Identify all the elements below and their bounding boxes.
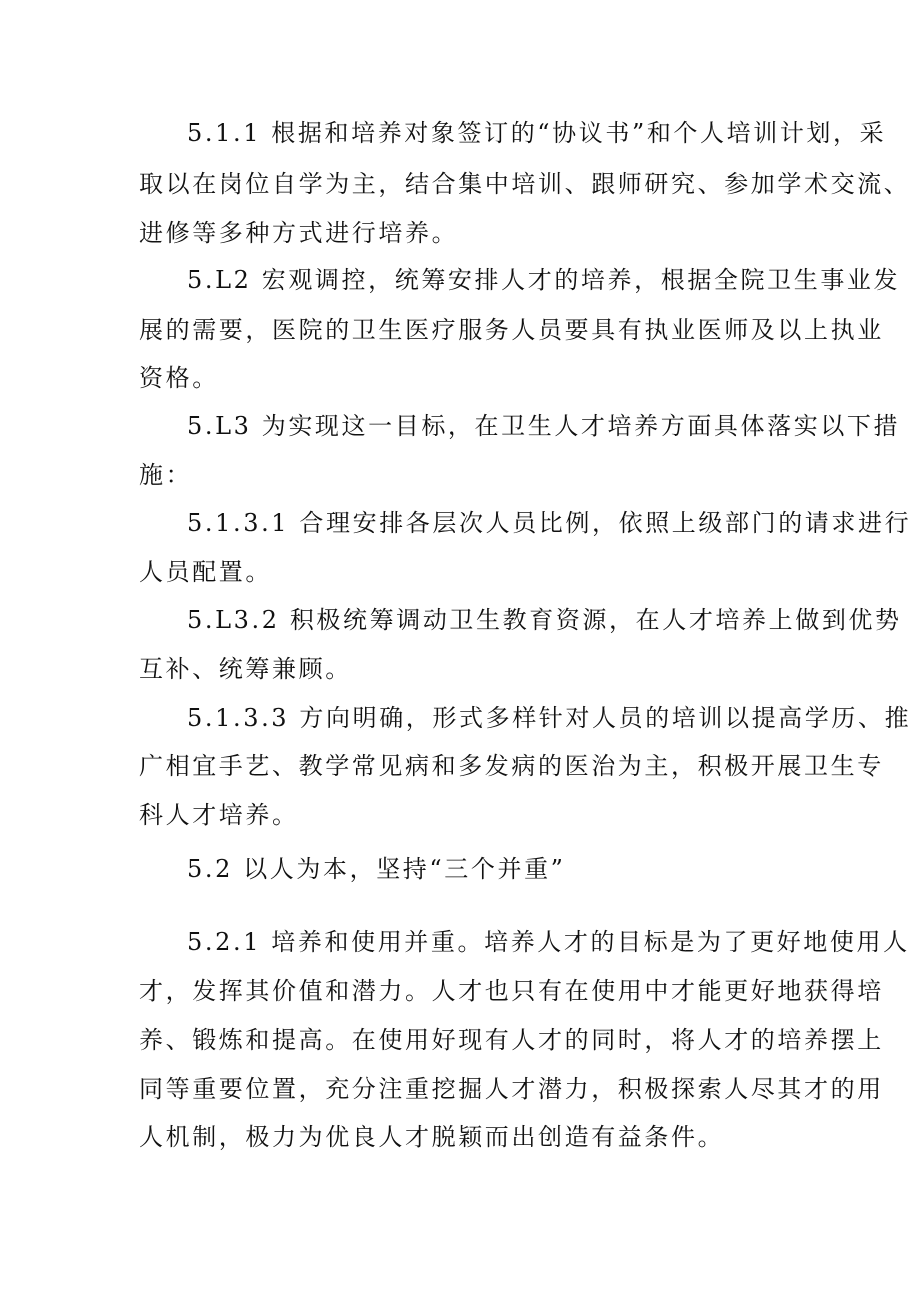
paragraph-5-2-1-line-2: 才，发挥其价值和潜力。人才也只有在使用中才能更好地获得培 [139,977,884,1005]
paragraph-5-2-1-line-5: 人机制，极力为优良人才脱颖而出创造有益条件。 [139,1123,725,1151]
paragraph-5-2-1-line-1: 5.2.1 培养和使用并重。培养人才的目标是为了更好地使用人 [187,928,910,956]
paragraph-5-1-1-line-1: 5.1.1 根据和培养对象签订的“协议书”和个人培训计划，采 [187,119,887,147]
paragraph-5-1-3-3-line-1: 5.1.3.3 方向明确，形式多样针对人员的培训以提高学历、推 [187,704,912,732]
paragraph-5-1-1-line-3: 进修等多种方式进行培养。 [139,219,459,247]
paragraph-5-1-1-line-2: 取以在岗位自学为主，结合集中培训、跟师研究、参加学术交流、 [139,170,911,198]
paragraph-5-1-3-3-line-3: 科人才培养。 [139,801,299,829]
paragraph-5-l3-2-line-2: 互补、统筹兼顾。 [139,655,352,683]
paragraph-5-l3-2-line-1: 5.L3.2 积极统筹调动卫生教育资源，在人才培养上做到优势 [187,606,902,634]
paragraph-5-l3-line-2: 施： [139,461,193,489]
paragraph-5-l3-line-1: 5.L3 为实现这一目标，在卫生人才培养方面具体落实以下措 [187,412,901,440]
paragraph-5-1-3-1-line-2: 人员配置。 [139,558,272,586]
section-heading-5-2: 5.2 以人为本，坚持“三个并重” [187,855,566,883]
paragraph-5-2-1-line-3: 养、锻炼和提高。在使用好现有人才的同时，将人才的培养摆上 [139,1026,884,1054]
paragraph-5-1-3-3-line-2: 广相宜手艺、教学常见病和多发病的医治为主，积极开展卫生专 [139,752,884,780]
paragraph-5-2-1-line-4: 同等重要位置，充分注重挖掘人才潜力，积极探索人尽其才的用 [139,1075,884,1103]
paragraph-5-1-3-1-line-1: 5.1.3.1 合理安排各层次人员比例，依照上级部门的请求进行 [187,509,912,537]
paragraph-5-l2-line-3: 资格。 [139,364,219,392]
paragraph-5-l2-line-2: 展的需要，医院的卫生医疗服务人员要具有执业医师及以上执业 [139,316,884,344]
paragraph-5-l2-line-1: 5.L2 宏观调控，统筹安排人才的培养，根据全院卫生事业发 [187,266,901,294]
